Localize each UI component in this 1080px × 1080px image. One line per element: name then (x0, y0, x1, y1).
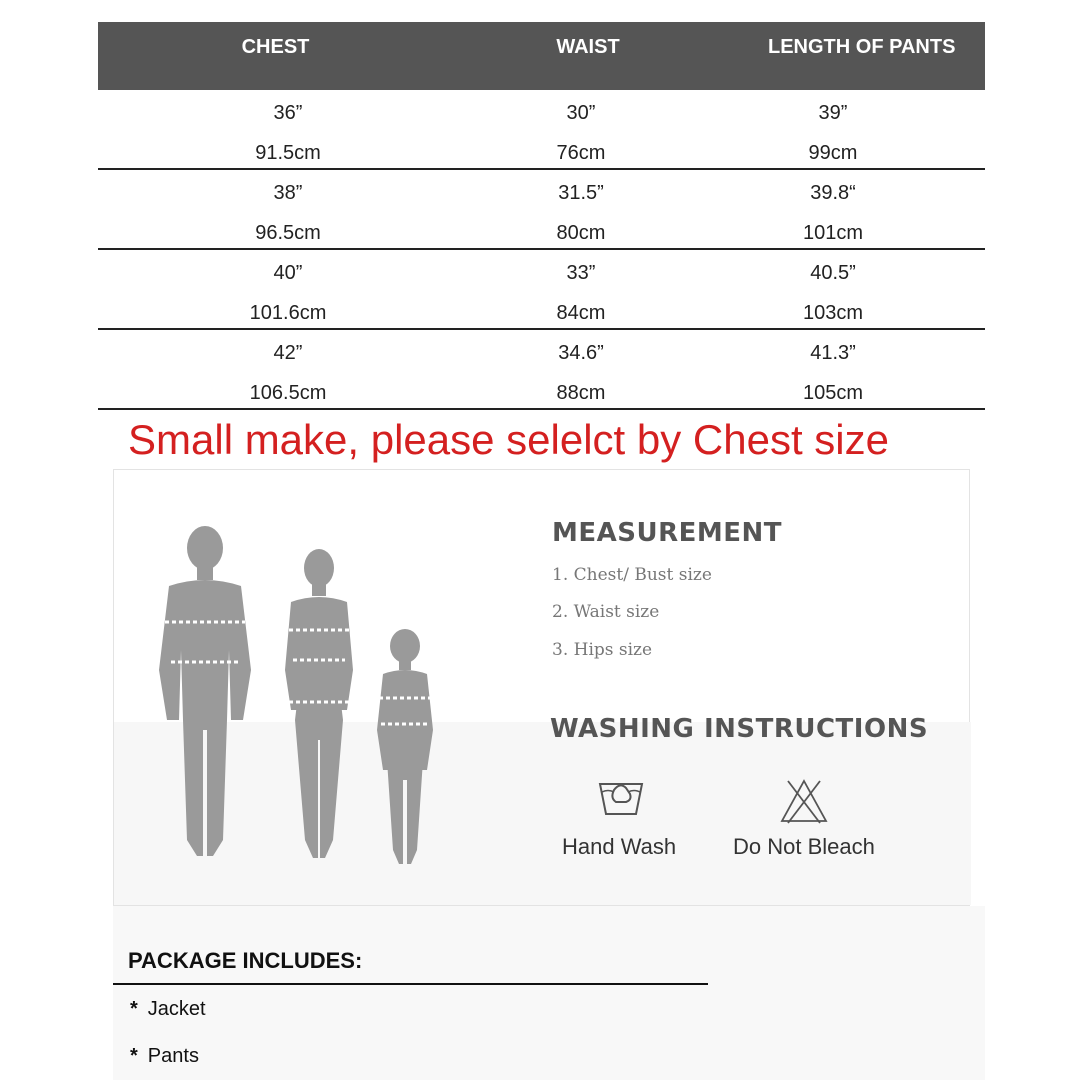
length-inches: 40.5” (810, 262, 856, 284)
chest-cm: 91.5cm (255, 142, 321, 164)
length-cm: 105cm (802, 382, 864, 404)
package-item-label: Pants (147, 1045, 199, 1067)
package-includes-title: PACKAGE INCLUDES: (128, 948, 363, 973)
length-cm: 103cm (802, 302, 864, 324)
header-chest: CHEST (241, 36, 310, 58)
hand-wash-icon (596, 776, 646, 818)
chest-inches: 38” (273, 182, 303, 204)
measurement-item-hips: 3. Hips size (552, 640, 653, 660)
chest-cm: 96.5cm (255, 222, 321, 244)
do-not-bleach-icon (778, 777, 830, 825)
waist-cm: 76cm (556, 142, 606, 164)
measurement-item-waist: 2. Waist size (552, 602, 660, 622)
waist-inches: 34.6” (558, 342, 604, 364)
chest-inches: 42” (273, 342, 303, 364)
waist-inches: 30” (566, 102, 596, 124)
length-inches: 41.3” (810, 342, 856, 364)
header-length-of-pants: LENGTH OF PANTS (768, 36, 956, 58)
waist-inches: 31.5” (558, 182, 604, 204)
length-cm: 101cm (802, 222, 864, 244)
list-item (130, 998, 206, 1021)
bullet-star: * (130, 998, 138, 1020)
length-cm: 99cm (808, 142, 858, 164)
length-inches: 39” (818, 102, 848, 124)
table-row (98, 250, 985, 330)
waist-cm: 88cm (556, 382, 606, 404)
hand-wash-label: Hand Wash (562, 834, 677, 859)
bullet-star: * (130, 1045, 138, 1067)
chest-inches: 40” (273, 262, 303, 284)
body-measurement-figures-icon (129, 520, 469, 880)
package-divider (113, 983, 708, 985)
table-row (98, 170, 985, 250)
waist-inches: 33” (566, 262, 596, 284)
package-item-label: Jacket (147, 998, 206, 1020)
length-inches: 39.8“ (810, 182, 856, 204)
waist-cm: 80cm (556, 222, 606, 244)
table-row (98, 90, 985, 170)
size-chart-table (98, 22, 985, 410)
measurement-item-chest: 1. Chest/ Bust size (552, 565, 712, 585)
chest-inches: 36” (273, 102, 303, 124)
table-row (98, 330, 985, 410)
chest-cm: 101.6cm (249, 302, 327, 324)
list-item (130, 1045, 199, 1068)
table-header (98, 22, 985, 90)
package-background (113, 906, 985, 1080)
washing-instructions-title: WASHING INSTRUCTIONS (550, 714, 929, 744)
do-not-bleach-label: Do Not Bleach (733, 834, 875, 859)
waist-cm: 84cm (556, 302, 606, 324)
measurement-panel (113, 469, 970, 906)
size-note: Small make, please selelct by Chest size (128, 416, 889, 463)
header-waist: WAIST (556, 36, 620, 58)
chest-cm: 106.5cm (249, 382, 327, 404)
measurement-title: MEASUREMENT (552, 518, 783, 548)
